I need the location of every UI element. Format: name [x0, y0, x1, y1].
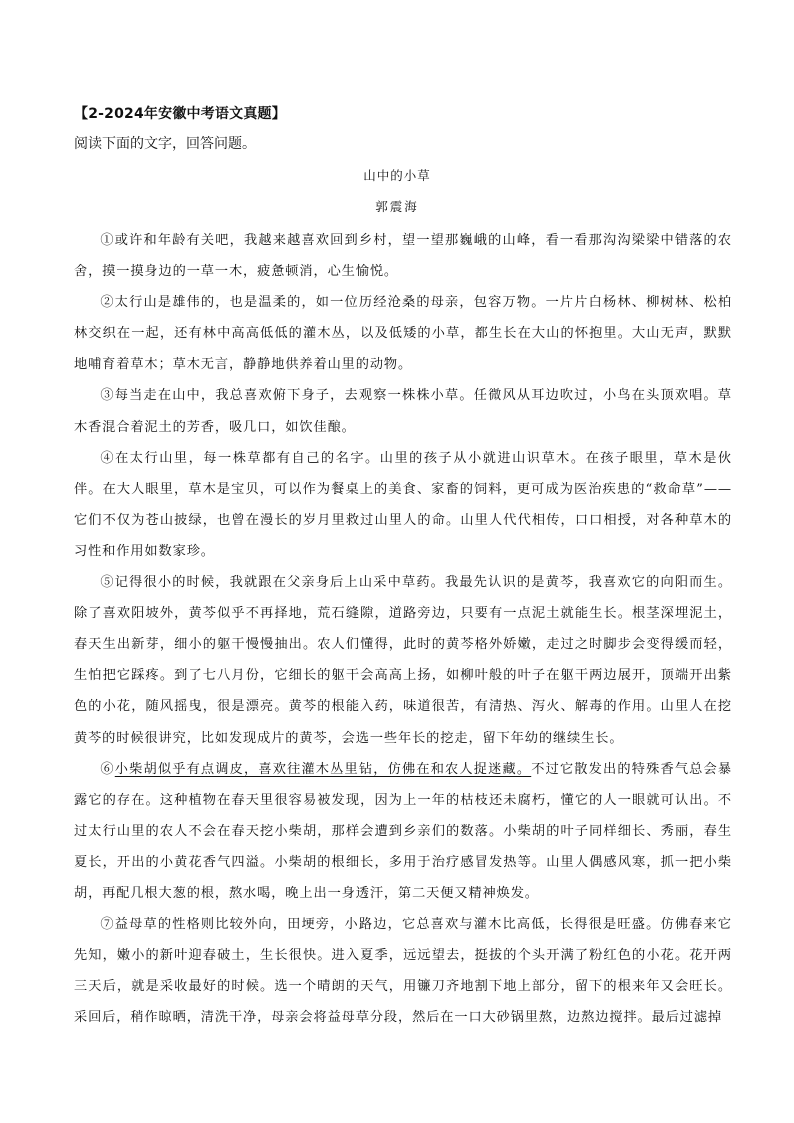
paragraph-6-number: ⑥ [100, 761, 115, 777]
paragraph-3: ③每当走在山中，我总喜欢俯下身子，去观察一株株小草。任微风从耳边吹过，小鸟在头顶欢唱。草木香混合着泥土的芳香，吸几口，如饮佳酿。 [74, 388, 732, 435]
paragraph-7: ⑦益母草的性格则比较外向，田埂旁，小路边，它总喜欢与灌木比高低，长得很是旺盛。仿佛春来它先知，嫩小的新叶迎春破土，生长很快。进入夏季，远远望去，挺拔的个头开满了粉红色的小花。花开两三天后，就是采收最好的时候。选一个晴朗的天气，用镰刀齐地割下地上部分，留下的根来年又会旺长。采回后，稍作晾晒，清洗干净，母亲会将益母草分段，然后在一口大砂锅里熬，边熬边搅拌。最后过滤掉 [74, 917, 732, 1026]
paragraph-5: ⑤记得很小的时候，我就跟在父亲身后上山采中草药。我最先认识的是黄芩，我喜欢它的向阳而生。除了喜欢阳坡外，黄芩似乎不再择地，荒石缝隙，道路旁边，只要有一点泥土就能生长。根茎深埋泥土，春天生出新芽，细小的躯干慢慢抽出。农人们懂得，此时的黄芩格外娇嫩，走过之时脚步会变得缓而轻，生怕把它踩疼。到了七八月份，它细长的躯干会高高上扬，如柳叶般的叶子在躯干两边展开，顶端开出紫色的小花，随风摇曳，很是漂亮。黄芩的根能入药，味道很苦，有清热、泻火、解毒的作用。山里人在挖黄芩的时候很讲究，比如发现成片的黄芩，会选一些年长的挖走，留下年幼的继续生长。 [74, 575, 732, 746]
paragraph-6-rest: 不过它散发出的特殊香气总会暴露它的存在。这种植物在春天里很容易被发现，因为上一年的枯枝还未腐朽，懂它的人一眼就可认出。不过太行山里的农人不会在春天挖小柴胡，那样会遭到乡亲们的数落。小柴胡的叶子同样细长、秀丽，春生夏长，开出的小黄花香气四溢。小柴胡的根细长，多用于治疗感冒发热等。山里人偶感风寒，抓一把小柴胡，再配几根大葱的根，熬水喝，晚上出一身透汗，第二天便又精神焕发。 [74, 761, 732, 901]
article-author: 郭震海 [375, 199, 419, 214]
paragraph-1: ①或许和年龄有关吧，我越来越喜欢回到乡村，望一望那巍峨的山峰，看一看那沟沟梁梁中错落的农舍，摸一摸身边的一草一木，疲惫顿消，心生愉悦。 [74, 233, 732, 280]
reading-instruction: 阅读下面的文字，回答问题。 [74, 136, 256, 152]
article-title: 山中的小草 [363, 168, 431, 183]
paragraph-2: ②太行山是雄伟的，也是温柔的，如一位历经沧桑的母亲，包容万物。一片片白杨林、柳树林、松柏林交织在一起，还有林中高高低低的灌木丛，以及低矮的小草，都生长在大山的怀抱里。大山无声，默默地哺育着草木；草木无言，静静地供养着山里的动物。 [74, 295, 732, 373]
article-body [74, 225, 732, 1033]
underlined-sentence: 小柴胡似乎有点调皮，喜欢往灌木丛里钻，仿佛在和农人捉迷藏。 [114, 761, 532, 777]
paragraph-6 [74, 754, 732, 909]
paragraph-4: ④在太行山里，每一株草都有自己的名字。山里的孩子从小就进山识草木。在孩子眼里，草木是伙伴。在大人眼里，草木是宝贝，可以作为餐桌上的美食、家畜的饲料，更可成为医治疾患的“救命草”——它们不仅为苍山披绿，也曾在漫长的岁月里救过山里人的命。山里人代代相传，口口相授，对各种草木的习性和作用如数家珍。 [74, 450, 732, 559]
exam-source-tag: 【2-2024年安徽中考语文真题】 [74, 106, 286, 122]
